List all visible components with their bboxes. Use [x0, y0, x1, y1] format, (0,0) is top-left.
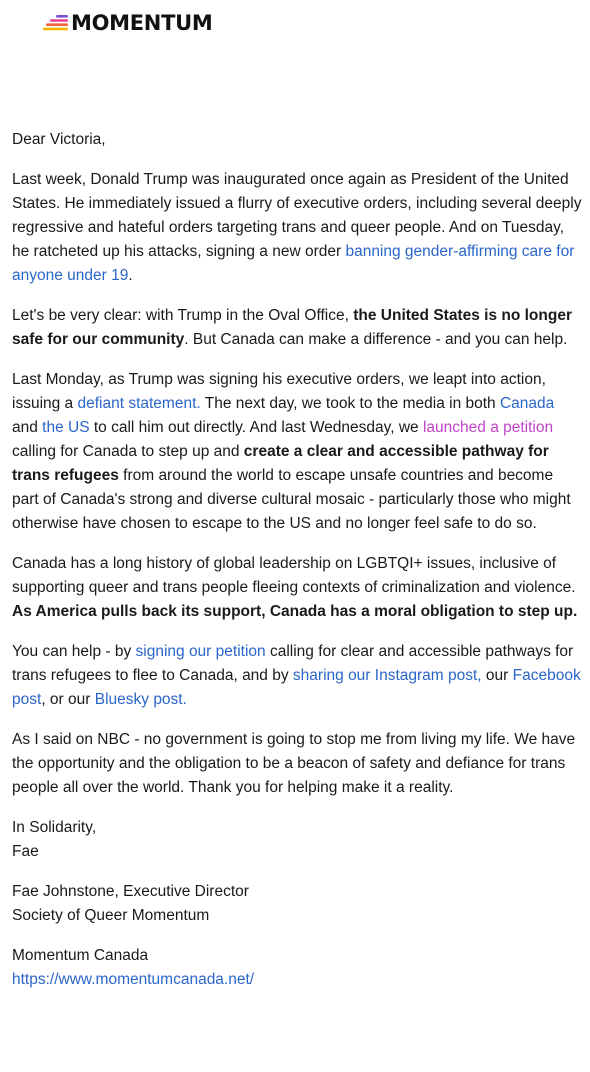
launched-petition-link[interactable]: launched a petition	[422, 419, 554, 436]
signoff: In Solidarity, Fae	[12, 819, 97, 860]
website-link[interactable]: https://www.momentumcanada.net/	[12, 971, 255, 988]
paragraph-nbc: As I said on NBC - no government is going to stop me from living my life. We have the opportunity and the obligation to be a beacon of safety and defiance for trans people all over the world. Thank you for helping make it a reality.	[12, 731, 576, 796]
us-media-link[interactable]: the US	[42, 419, 90, 436]
brand-name: MOMENTUM	[71, 10, 213, 35]
banning-care-link[interactable]: banning gender-affirming care for anyone under 19	[12, 243, 575, 284]
canada-media-link[interactable]: Canada	[499, 395, 555, 412]
email-body	[12, 128, 584, 1008]
defiant-statement-link[interactable]: defiant statement.	[77, 395, 201, 412]
footer: Momentum Canada https://www.momentumcanada.net/	[12, 947, 255, 988]
paragraph-not-safe: Let's be very clear: with Trump in the Oval Office, the United States is no longer safe for our community. But Canada can make a difference - and you can help.	[12, 307, 572, 348]
bluesky-post-link[interactable]: Bluesky post.	[94, 691, 187, 708]
paragraph-inauguration: Last week, Donald Trump was inaugurated once again as President of the United States. He immediately issued a flurry of executive orders, including several deeply regressive and hateful orders targeting trans and queer people. And on Tuesday, he ratcheted up his attacks, signing a new order banning gender-affirming care for anyone under 19.	[12, 171, 582, 284]
facebook-post-link[interactable]: Facebook post	[12, 667, 581, 708]
momentum-logo-icon	[43, 14, 69, 32]
paragraph-leadership: Canada has a long history of global leadership on LGBTQI+ issues, inclusive of supporting queer and trans people fleeing contexts of criminalization and violence. As America pulls back its support, Canada has a moral obligation to step up.	[12, 555, 578, 620]
email-header	[43, 8, 212, 38]
instagram-post-link[interactable]: sharing our Instagram post,	[292, 667, 482, 684]
paragraph-help: You can help - by signing our petition calling for clear and accessible pathways for trans refugees to flee to Canada, and by sharing our Instagram post, our Facebook post, or our Bluesky post.	[12, 643, 581, 708]
greeting: Dear Victoria,	[12, 131, 106, 148]
paragraph-action: Last Monday, as Trump was signing his executive orders, we leapt into action, issuing a defiant statement. The next day, we took to the media in both Canada and the US to call him out directly. And last Wednesday, we launched a petition calling for Canada to step up and create a clear and accessible pathway for trans refugees from around the world to escape unsafe countries and become part of Canada's strong and diverse cultural mosaic - particularly those who might otherwise have chosen to escape to the US and no longer feel safe to do so.	[12, 371, 571, 532]
signature: Fae Johnstone, Executive Director Society of Queer Momentum	[12, 883, 249, 924]
sign-petition-link[interactable]: signing our petition	[135, 643, 266, 660]
